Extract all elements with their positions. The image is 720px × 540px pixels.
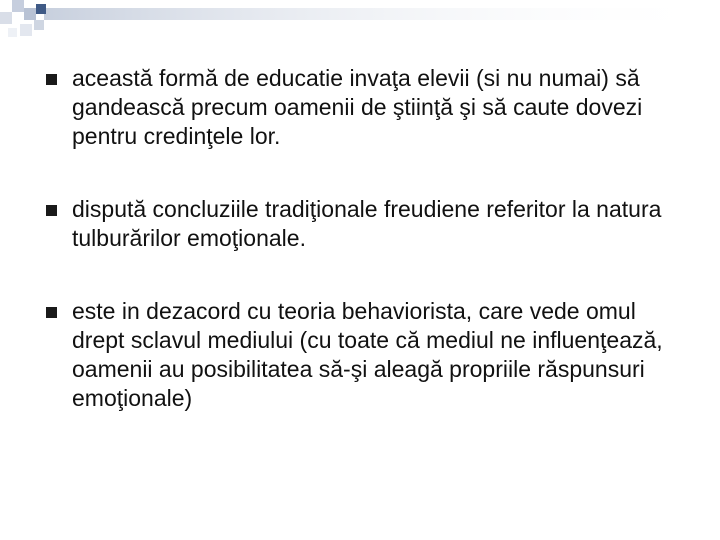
decorative-band: [44, 8, 720, 20]
corner-decoration: [0, 0, 720, 60]
bullet-item: [46, 297, 686, 413]
square-bullet-icon: [46, 205, 57, 216]
square-bullet-icon: [46, 74, 57, 85]
decorative-square: [8, 28, 17, 37]
decorative-square: [20, 24, 32, 36]
decorative-square-dark: [36, 4, 46, 14]
bullet-text: este in dezacord cu teoria behaviorista, care vede omul drept sclavul mediului (cu toate că mediul ne influenţează, oamenii au posibilitatea să-şi aleagă propriile răspunsuri emoţionale): [72, 298, 663, 411]
decorative-square: [34, 20, 44, 30]
bullet-list: [46, 64, 686, 457]
decorative-square: [24, 8, 36, 20]
square-bullet-icon: [46, 307, 57, 318]
bullet-item: [46, 64, 686, 151]
decorative-square: [12, 0, 24, 12]
bullet-item: [46, 195, 686, 253]
bullet-text: această formă de educatie invaţa elevii (si nu numai) să gandească precum oamenii de ştiinţă şi să caute dovezi pentru credinţele lor.: [72, 65, 643, 149]
decorative-square: [0, 12, 12, 24]
bullet-text: dispută concluziile tradiţionale freudiene referitor la natura tulburărilor emoţionale.: [72, 196, 662, 251]
